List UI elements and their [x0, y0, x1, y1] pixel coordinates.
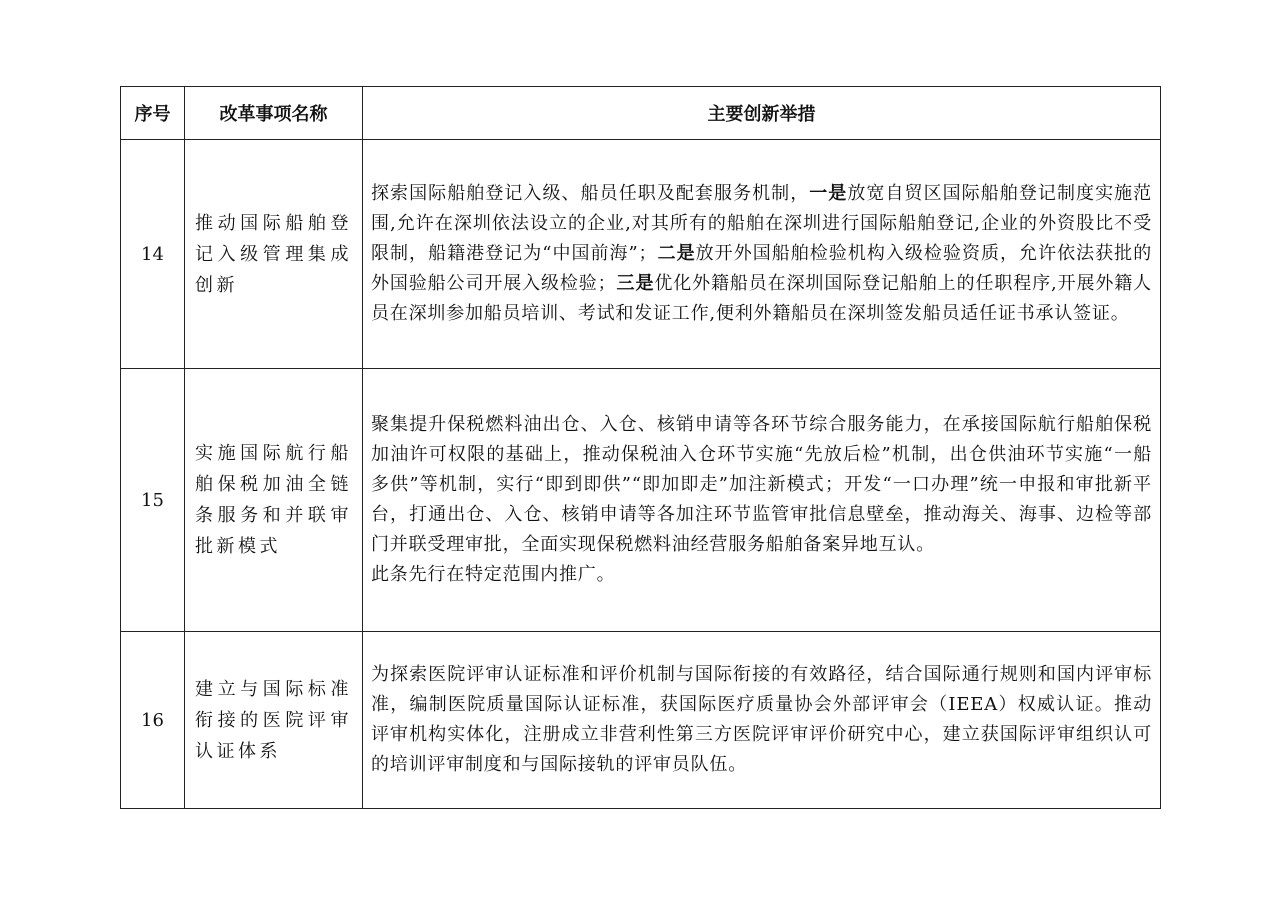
measures-paragraph: 聚集提升保税燃料油出仓、入仓、核销申请等各环节综合服务能力，在承接国际航行船舶保税加油许可权限的基础上，推动保税油入仓环节实施“先放后检”机制，出仓供油环节实施“一船多供”等机制，实行“即到即供”“即加即走”加注新模式；开发“一口办理”统一申报和审批新平台，打通出仓、入仓、核销申请等各加注环节监管审批信息壁垒，推动海关、海事、边检等部门并联受理审批，全面实现保税燃料油经营服务船舶备案异地互认。	[371, 414, 1152, 555]
measures-intro: 探索国际船舶登记入级、船员任职及配套服务机制，	[371, 183, 810, 204]
innovation-measures	[363, 369, 1161, 632]
table-row	[121, 140, 1161, 369]
table-header-row	[121, 87, 1161, 140]
innovation-measures	[363, 632, 1161, 809]
reform-item-name: 实施国际航行船舶保税加油全链条服务和并联审批新模式	[185, 369, 363, 632]
row-number: 14	[121, 140, 185, 369]
measure-text-1: 放宽自贸区国际船舶登记制度实施范围,允许在深圳依法设立的企业,对其所有的船舶在深圳进行国际船舶登记,企业的外资股比不受限制，船籍港登记为“中国前海”；	[371, 183, 1152, 264]
measures-paragraph: 为探索医院评审认证标准和评价机制与国际衔接的有效路径，结合国际通行规则和国内评审标准，编制医院质量国际认证标准，获国际医疗质量协会外部评审会（IEEA）权威认证。推动评审机构实体化，注册成立非营利性第三方医院评审评价研究中心，建立获国际评审组织认可的培训评审制度和与国际接轨的评审员队伍。	[371, 664, 1152, 775]
measure-text-3: 优化外籍船员在深圳国际登记船舶上的任职程序,开展外籍人员在深圳参加船员培训、考试和发证工作,便利外籍船员在深圳签发船员适任证书承认签证。	[371, 273, 1152, 324]
row-number: 15	[121, 369, 185, 632]
header-name: 改革事项名称	[185, 87, 363, 140]
measure-text-2: 放开外国船舶检验机构入级检验资质，允许依法获批的外国验船公司开展入级检验；	[371, 243, 1153, 294]
reform-table	[120, 86, 1161, 809]
table-row	[121, 632, 1161, 809]
measure-lead-2: 二是	[657, 243, 696, 264]
innovation-measures	[363, 140, 1161, 369]
row-number: 16	[121, 632, 185, 809]
promotion-note: 此条先行在特定范围内推广。	[371, 564, 616, 585]
reform-item-name: 建立与国际标准衔接的医院评审认证体系	[185, 632, 363, 809]
measure-lead-1: 一是	[809, 183, 848, 204]
table-row	[121, 369, 1161, 632]
header-measures: 主要创新举措	[363, 87, 1161, 140]
reform-item-name: 推动国际船舶登记入级管理集成创新	[185, 140, 363, 369]
measure-lead-3: 三是	[616, 273, 655, 294]
header-no: 序号	[121, 87, 185, 140]
measures-paragraph	[371, 179, 1152, 329]
